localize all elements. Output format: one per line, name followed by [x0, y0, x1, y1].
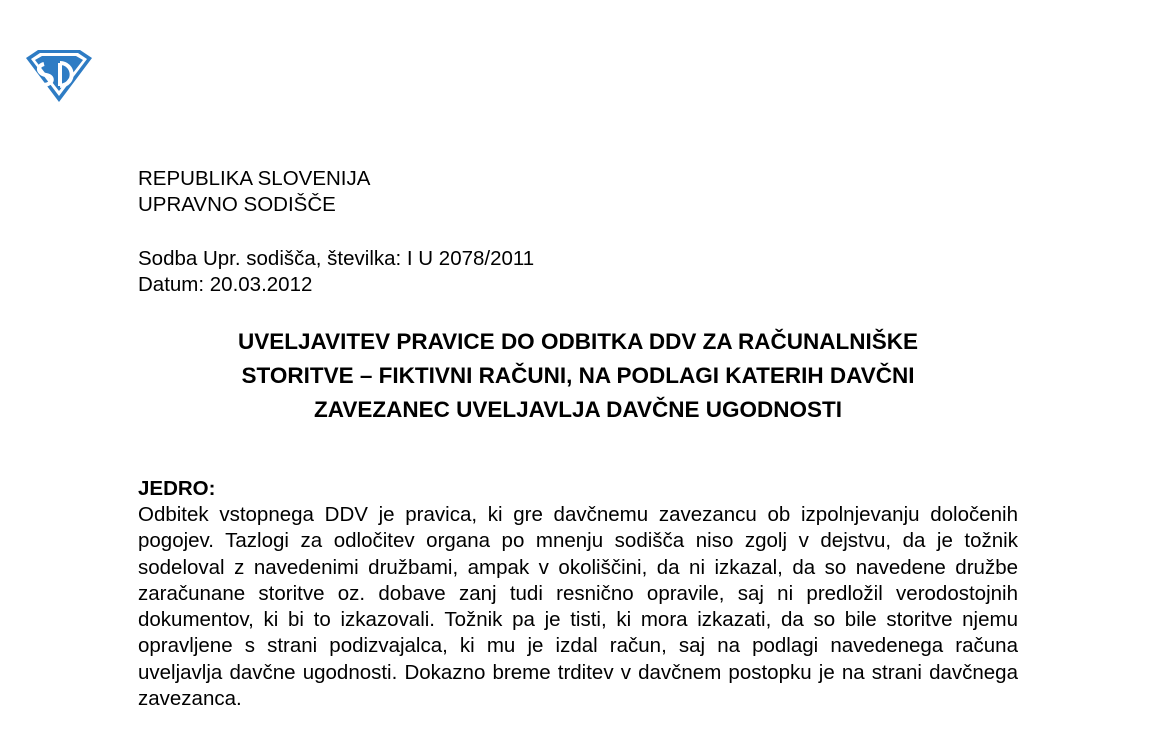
- title-line-3: ZAVEZANEC UVELJAVLJA DAVČNE UGODNOSTI: [314, 397, 842, 422]
- case-date: Datum: 20.03.2012: [138, 273, 313, 296]
- jedro-paragraph: Odbitek vstopnega DDV je pravica, ki gre davčnemu zavezancu ob izpolnjevanju določenih pogojev. Tazlogi za odločitev organa po mnenju sodišča niso zgolj v dejstvu, da je tožnik sodeloval z navedenimi družbami, ampak v okoliščini, da ni izkazal, da so navedene družbe zaračunane storitve oz. dobave zanj tudi resnično opravile, saj ni predložil verodostojnih dokumentov, ki bi to izkazovali. Tožnik pa je tisti, ki mora izkazati, da so bile storitve njemu opravljene s strani podizvajalca, ki mu je izdal račun, saj na podlagi navedenega računa uveljavlja davčne ugodnosti. Dokazno breme trditev v davčnem postopku je na strani davčnega zavezanca.: [138, 503, 1018, 711]
- title-line-2: STORITVE – FIKTIVNI RAČUNI, NA PODLAGI KATERIH DAVČNI: [241, 363, 915, 388]
- title-line-1: UVELJAVITEV PRAVICE DO ODBITKA DDV ZA RAČUNALNIŠKE: [237, 329, 919, 354]
- document-title: [138, 325, 1018, 427]
- court-header: [138, 166, 370, 218]
- court-logo-icon: [22, 48, 96, 104]
- case-number: Sodba Upr. sodišča, številka: I U 2078/2011: [138, 247, 535, 270]
- case-reference: [138, 246, 534, 298]
- country-name: REPUBLIKA SLOVENIJA: [138, 167, 371, 190]
- court-name: UPRAVNO SODIŠČE: [138, 193, 336, 216]
- jedro-heading: JEDRO:: [138, 477, 216, 500]
